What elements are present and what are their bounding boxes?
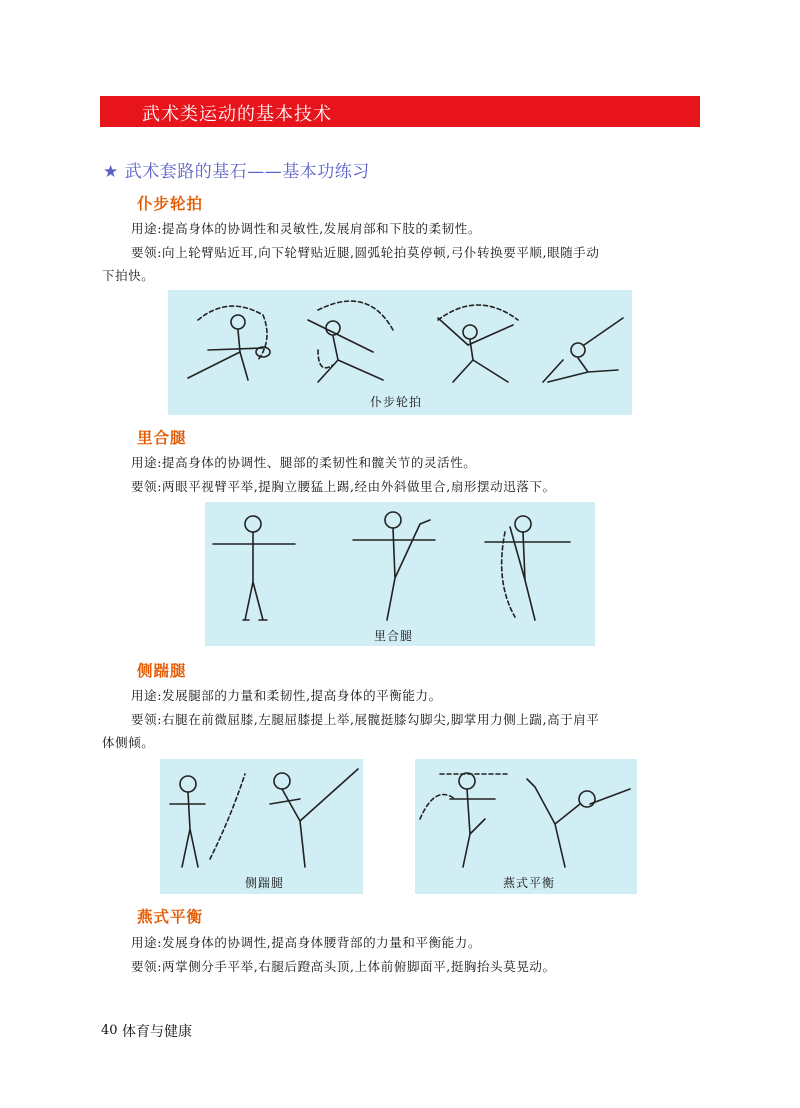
section-title-pubu-lunpai: 仆步轮拍 [137, 195, 204, 213]
figure-caption: 里合腿 [374, 629, 414, 643]
star-icon: ★ [103, 162, 119, 182]
illustration-lihe-tui [205, 502, 595, 646]
page-number: 40 [101, 1023, 118, 1038]
subheading-text: 武术套路的基石——基本功练习 [124, 162, 370, 182]
chapter-banner [100, 96, 700, 127]
section-subheading [103, 157, 370, 182]
section-use-text: 用途:发展身体的协调性,提高身体腰背部的力量和平衡能力。 [131, 935, 481, 950]
section-key-text: 要领:向上轮臂贴近耳,向下轮臂贴近腿,圆弧轮拍莫停顿,弓仆转换要平顺,眼随手动 [131, 245, 600, 260]
section-title-cechuai-tui: 侧踹腿 [137, 662, 187, 680]
section-use-text: 用途:提高身体的协调性和灵敏性,发展肩部和下肢的柔韧性。 [131, 221, 481, 236]
section-key-text: 要领:两掌侧分手平举,右腿后蹬高头顶,上体前俯脚面平,挺胸抬头莫晃动。 [131, 959, 556, 974]
chapter-title: 武术类运动的基本技术 [142, 104, 332, 125]
section-key-text-cont: 体侧倾。 [102, 735, 155, 750]
section-use-text: 用途:提高身体的协调性、腿部的柔韧性和髋关节的灵活性。 [131, 455, 477, 470]
figure-yanshi-pingheng [415, 759, 637, 894]
book-title: 体育与健康 [122, 1024, 192, 1040]
section-use-text: 用途:发展腿部的力量和柔韧性,提高身体的平衡能力。 [131, 688, 442, 703]
section-title-yanshi-pingheng: 燕式平衡 [137, 908, 204, 926]
section-title-lihe-tui: 里合腿 [137, 429, 187, 447]
figure-lihe-tui [205, 502, 595, 646]
figure-caption: 侧踹腿 [245, 876, 285, 890]
section-key-text: 要领:右腿在前微屈膝,左腿屈膝提上举,展髋挺膝勾脚尖,脚掌用力侧上踹,高于肩平 [131, 712, 600, 727]
figure-caption: 燕式平衡 [503, 876, 556, 890]
section-key-text-cont: 下拍快。 [102, 268, 155, 283]
figure-caption: 仆步轮拍 [370, 395, 423, 409]
figure-cechuai-tui [160, 759, 363, 894]
section-key-text: 要领:两眼平视臂平举,提胸立腰猛上踢,经由外斜做里合,扇形摆动迅落下。 [131, 479, 556, 494]
figure-pubu-lunpai [168, 290, 632, 415]
